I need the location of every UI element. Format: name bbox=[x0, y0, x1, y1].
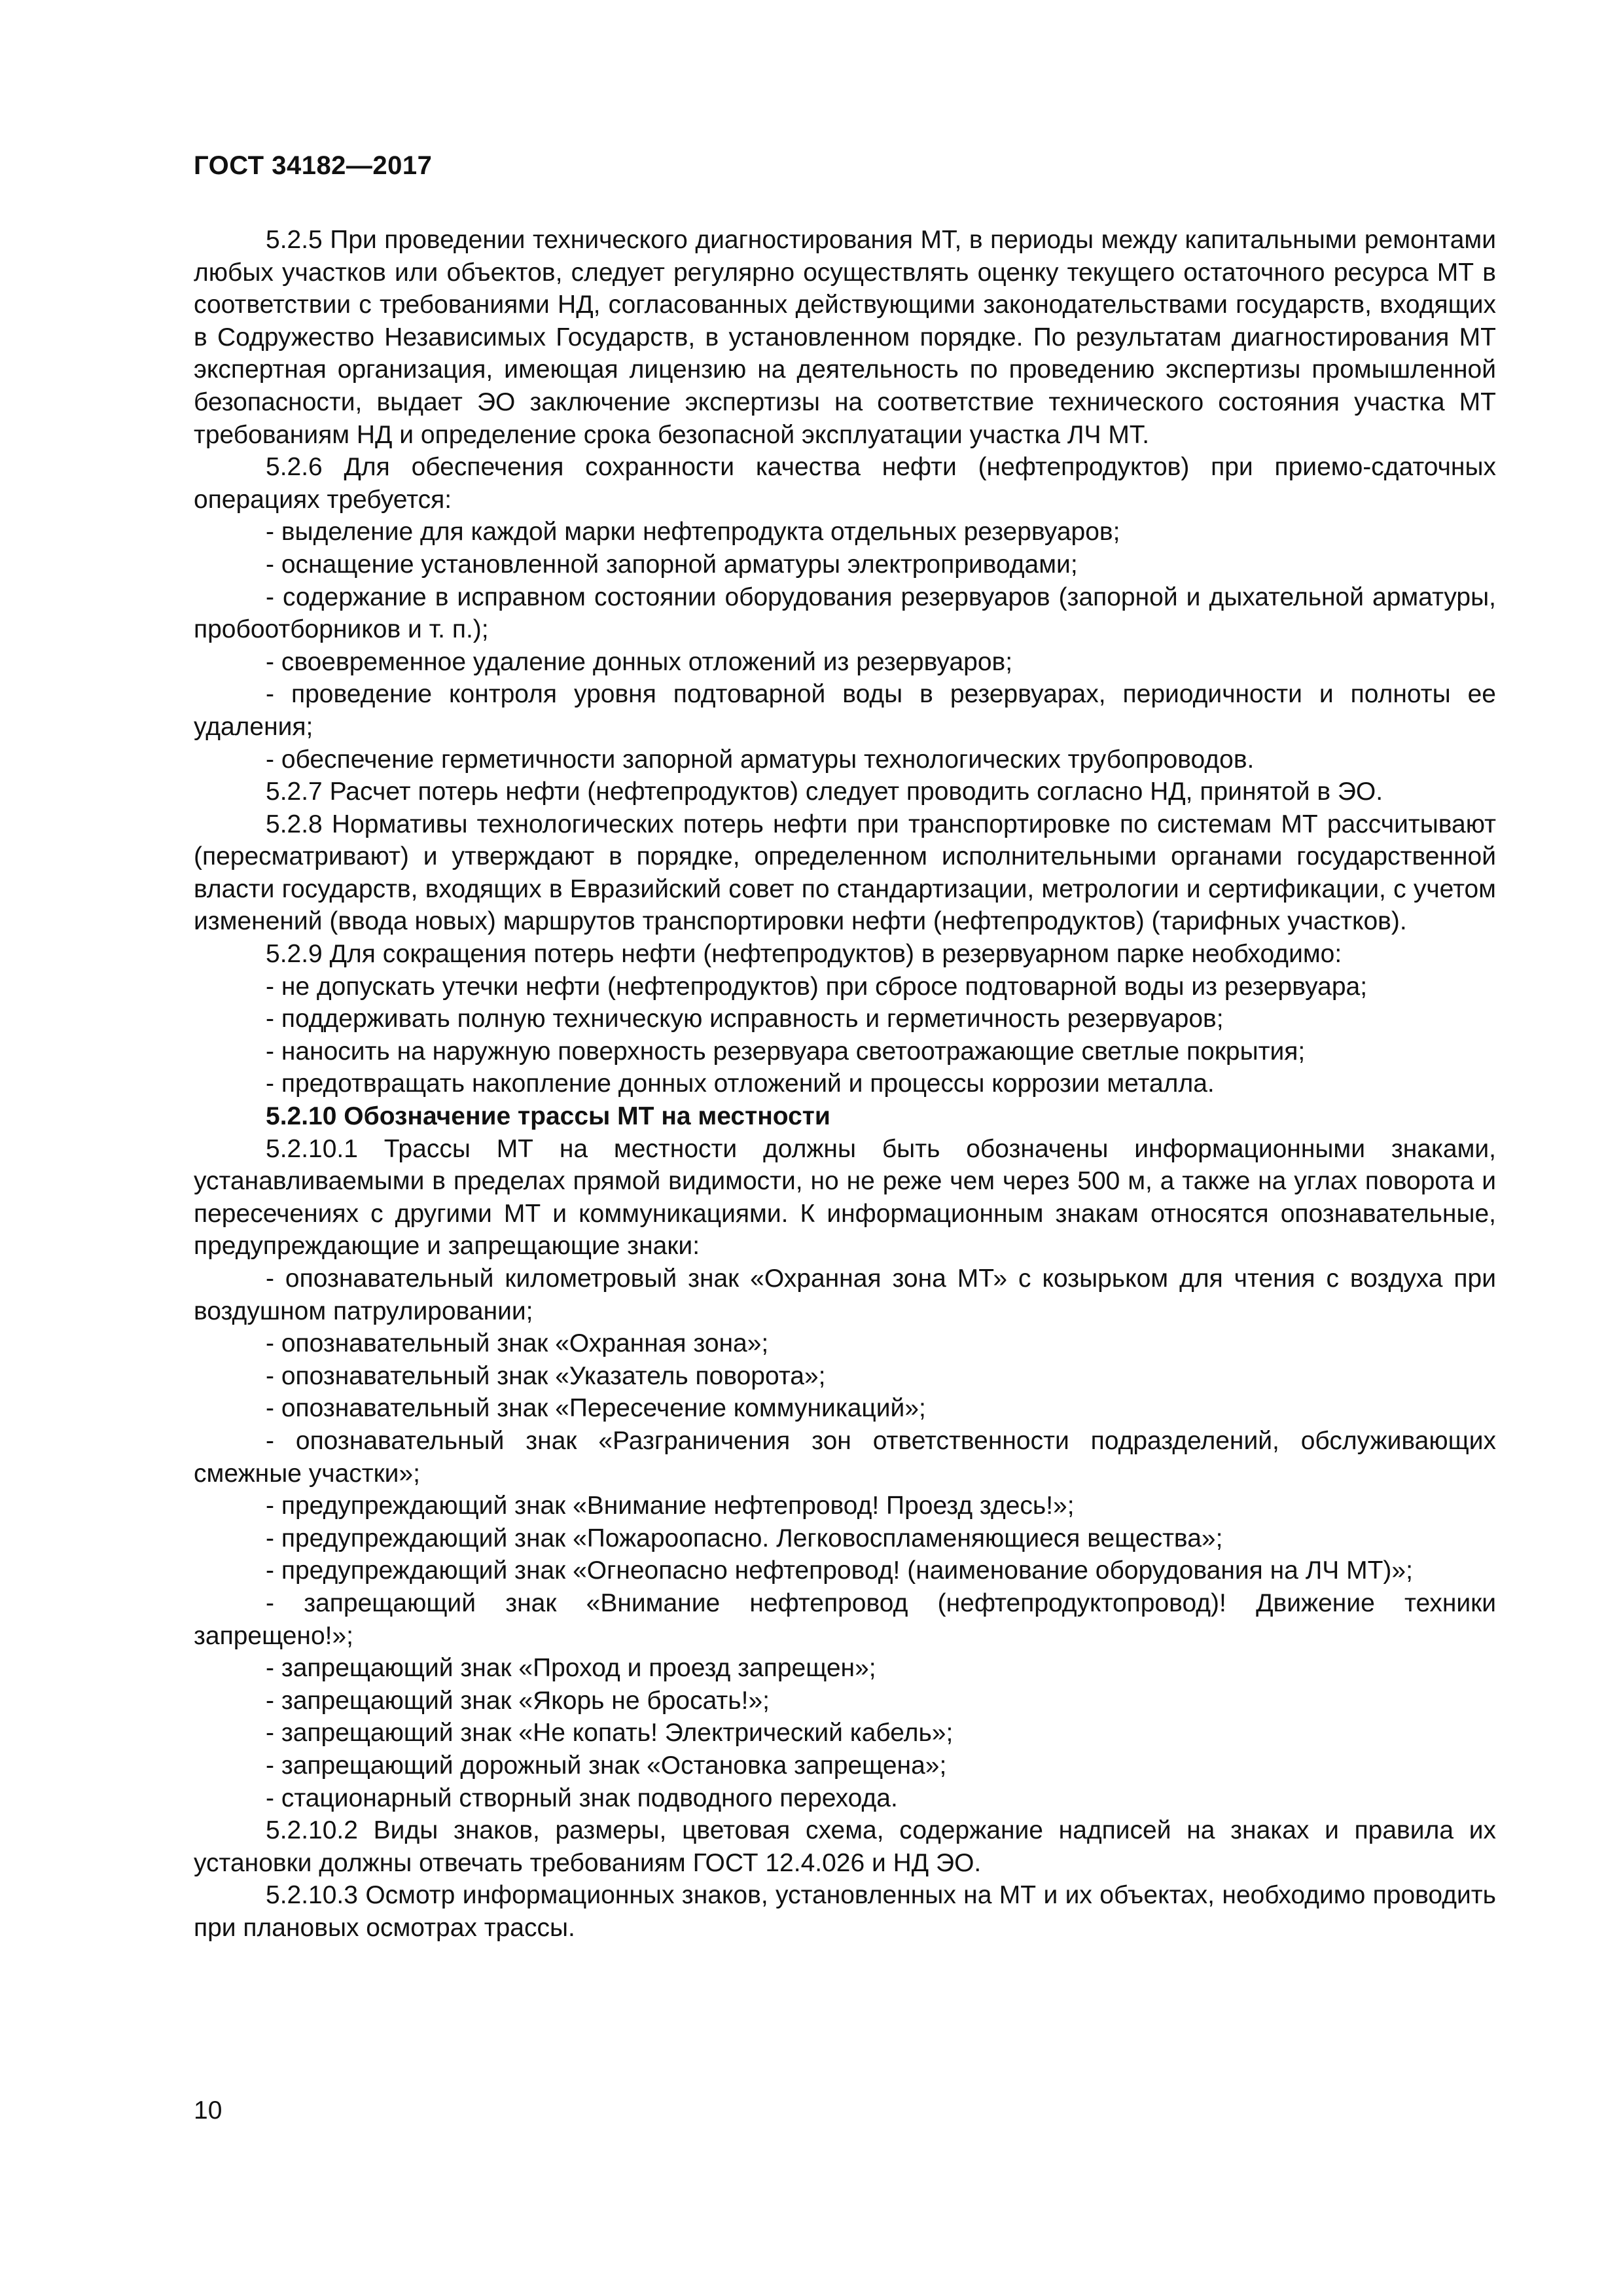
list-item: - наносить на наружную поверхность резервуара светоотражающие светлые покрытия; bbox=[266, 1037, 1306, 1066]
document-body bbox=[194, 224, 1496, 1944]
list-item: - стационарный створный знак подводного перехода. bbox=[266, 1784, 898, 1812]
list-item: - запрещающий знак «Внимание нефтепровод (нефтепродуктопровод)! Движение техники запрещено!»; bbox=[194, 1588, 1496, 1650]
list-item: - предупреждающий знак «Огнеопасно нефтепровод! (наименование оборудования на ЛЧ МТ)»; bbox=[266, 1556, 1413, 1585]
list-item: - оснащение установленной запорной арматуры электроприводами; bbox=[266, 550, 1078, 579]
paragraph-5-2-9: 5.2.9 Для сокращения потерь нефти (нефтепродуктов) в резервуарном парке необходимо: bbox=[266, 940, 1342, 969]
list-item: - обеспечение герметичности запорной арматуры технологических трубопроводов. bbox=[266, 745, 1255, 774]
list-item: - опознавательный знак «Пересечение коммуникаций»; bbox=[266, 1394, 926, 1423]
list-item: - выделение для каждой марки нефтепродукта отдельных резервуаров; bbox=[266, 518, 1120, 547]
list-item: - опознавательный знак «Охранная зона»; bbox=[266, 1329, 769, 1358]
list-item: - запрещающий знак «Якорь не бросать!»; bbox=[266, 1686, 770, 1715]
list-item: - предотвращать накопление донных отложений и процессы коррозии металла. bbox=[266, 1069, 1215, 1098]
list-item: - поддерживать полную техническую исправность и герметичность резервуаров; bbox=[266, 1005, 1224, 1033]
list-item: - запрещающий знак «Не копать! Электрический кабель»; bbox=[266, 1719, 954, 1748]
section-heading-5-2-10: 5.2.10 Обозначение трассы МТ на местности bbox=[266, 1102, 830, 1131]
list-item: - предупреждающий знак «Внимание нефтепровод! Проезд здесь!»; bbox=[266, 1492, 1075, 1520]
list-item: - запрещающий знак «Проход и проезд запрещен»; bbox=[266, 1654, 876, 1683]
paragraph-5-2-5: 5.2.5 При проведении технического диагностирования МТ, в периоды между капитальными ремонтами любых участков или объектов, следует регулярно осуществлять оценку текущего остаточного ресурса МТ в соответствии с требованиями НД, согласованных действующими законодательствами государств, входящих в Содружество Независимых Государств, в установленном порядке. По результатам диагностирования МТ экспертная организация, имеющая лицензию на деятельность по проведению экспертизы промышленной безопасности, выдает ЭО заключение экспертизы на соответствие технического состояния участка МТ требованиям НД и определение срока безопасной эксплуатации участка ЛЧ МТ. bbox=[194, 226, 1496, 449]
paragraph-5-2-10-3: 5.2.10.3 Осмотр информационных знаков, установленных на МТ и их объектах, необходимо проводить при плановых осмотрах трассы. bbox=[194, 1881, 1496, 1942]
paragraph-5-2-10-2: 5.2.10.2 Виды знаков, размеры, цветовая схема, содержание надписей на знаках и правила их установки должны отвечать требованиям ГОСТ 12.4.026 и НД ЭО. bbox=[194, 1816, 1496, 1877]
list-item: - содержание в исправном состоянии оборудования резервуаров (запорной и дыхательной арматуры, пробоотборников и т. п.); bbox=[194, 583, 1496, 644]
paragraph-5-2-6: 5.2.6 Для обеспечения сохранности качества нефти (нефтепродуктов) при приемо-сдаточных операциях требуется: bbox=[194, 453, 1496, 514]
list-item: - своевременное удаление донных отложений из резервуаров; bbox=[266, 647, 1013, 676]
paragraph-5-2-10-1: 5.2.10.1 Трассы МТ на местности должны быть обозначены информационными знаками, устанавливаемыми в пределах прямой видимости, но не реже чем через 500 м, а также на углах поворота и пересечениях с другими МТ и коммуникациями. К информационным знакам относятся опознавательные, предупреждающие и запрещающие знаки: bbox=[194, 1134, 1496, 1261]
standard-header: ГОСТ 34182—2017 bbox=[194, 151, 433, 180]
paragraph-5-2-7: 5.2.7 Расчет потерь нефти (нефтепродуктов) следует проводить согласно НД, принятой в ЭО. bbox=[266, 778, 1383, 806]
list-item: - запрещающий дорожный знак «Остановка запрещена»; bbox=[266, 1751, 947, 1780]
page-number: 10 bbox=[194, 2096, 223, 2125]
list-item: - проведение контроля уровня подтоварной воды в резервуарах, периодичности и полноты ее удаления; bbox=[194, 680, 1496, 741]
list-item: - не допускать утечки нефти (нефтепродуктов) при сбросе подтоварной воды из резервуара; bbox=[266, 972, 1368, 1001]
list-item: - опознавательный знак «Указатель поворота»; bbox=[266, 1361, 826, 1390]
list-item: - предупреждающий знак «Пожароопасно. Легковоспламеняющиеся вещества»; bbox=[266, 1524, 1223, 1552]
list-item: - опознавательный знак «Разграничения зон ответственности подразделений, обслуживающих смежные участки»; bbox=[194, 1426, 1496, 1488]
paragraph-5-2-8: 5.2.8 Нормативы технологических потерь нефти при транспортировке по системам МТ рассчитывают (пересматривают) и утверждают в порядке, определенном исполнительными органами государственной власти государств, входящих в Евразийский совет по стандартизации, метрологии и сертификации, с учетом изменений (ввода новых) маршрутов транспортировки нефти (нефтепродуктов) (тарифных участков). bbox=[194, 810, 1496, 936]
list-item: - опознавательный километровый знак «Охранная зона МТ» с козырьком для чтения с воздуха при воздушном патрулировании; bbox=[194, 1265, 1496, 1325]
